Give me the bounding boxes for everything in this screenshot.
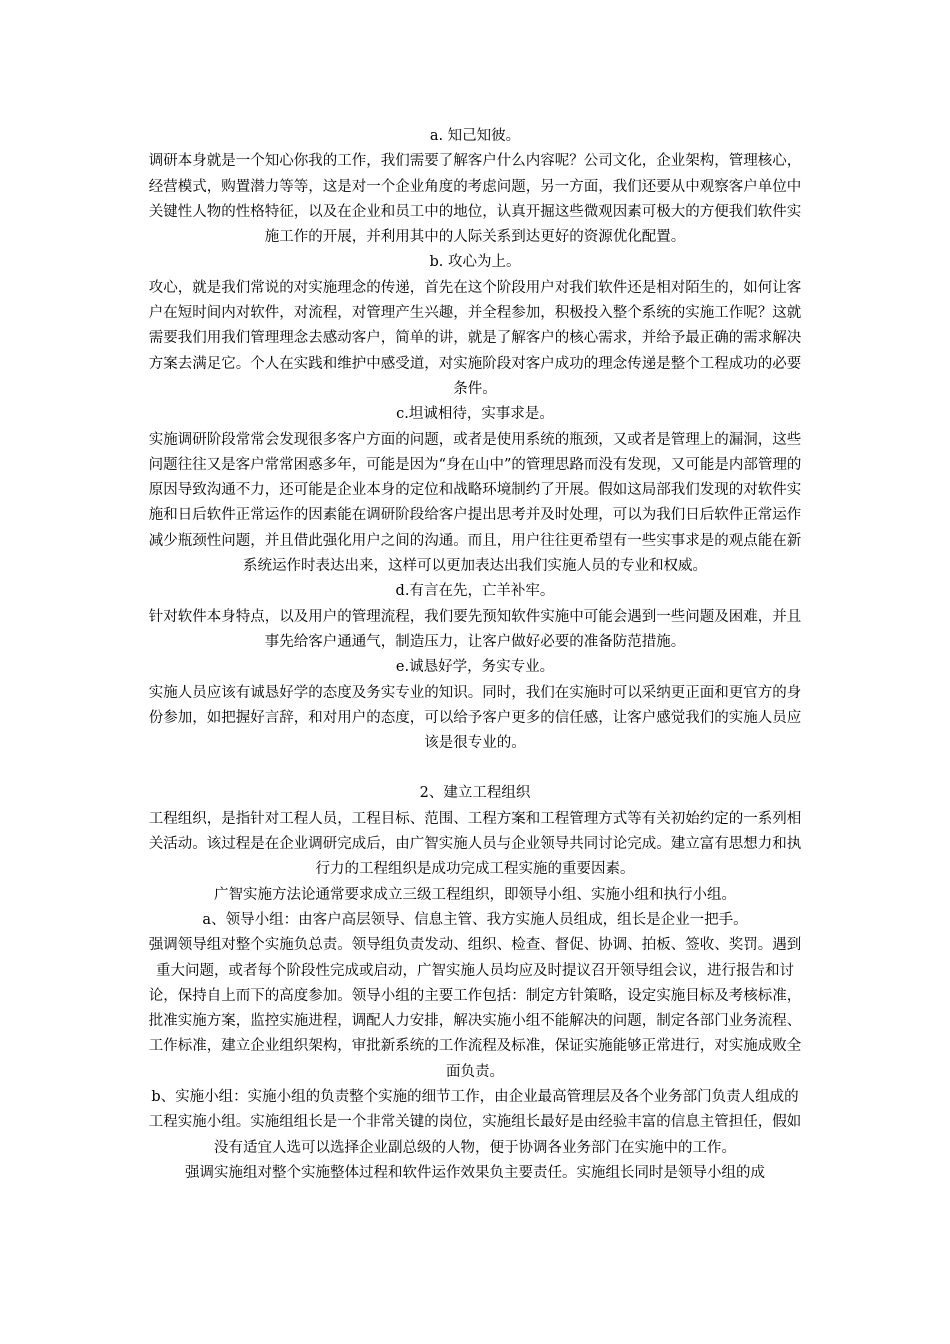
paragraph: 实施人员应该有诚恳好学的态度及务实专业的知识。同时，我们在实施时可以采纳更正面和更官方的身份参加，如把握好言辞，和对用户的态度，可以给予客户更多的信任感，让客户感觉我们的实施人员应该是很专业的。 [148,684,802,752]
heading-e: e.诚恳好学，务实专业。 [395,659,555,676]
paragraph: 攻心，就是我们常说的对实施理念的传递，首先在这个阶段用户对我们软件还是相对陌生的，如何让客户在短时间内对软件，对流程，对管理产生兴趣，并全程参加，积极投入整个系统的实施工作呢？这就需要我们用我们管理理念去感动客户，简单的讲，就是了解客户的核心需求，并给予最正确的需求解决方案去满足它。个人在实践和维护中感受道，对实施阶段对客户成功的理念传递是整个工程成功的必要条件。 [148,279,802,397]
heading-c: c.坦诚相待，实事求是。 [396,406,554,423]
section-heading: 2、建立工程组织 [419,785,531,802]
paragraph: a、领导小组：由客户高层领导、信息主管、我方实施人员组成，组长是企业一把手。 [202,911,748,928]
paragraph: 广智实施方法论通常要求成立三级工程组织，即领导小组、实施小组和执行小组。 [214,886,736,903]
paragraph: 针对软件本身特点，以及用户的管理流程，我们要先预知软件实施中可能会遇到一些问题及困难，并且事先给客户通通气，制造压力，让客户做好必要的准备防范措施。 [148,608,802,650]
paragraph: 实施调研阶段常常会发现很多客户方面的问题，或者是使用系统的瓶颈，又或者是管理上的漏洞，这些问题往往又是客户常常困惑多年，可能是因为“身在山中”的管理思路而没有发现，又可能是内部管理的原因导致沟通不力，还可能是企业本身的定位和战略环境制约了开展。假如这局部我们发现的对软件实施和日后软件正常运作的因素能在调研阶段给客户提出思考并及时处理，可以为我们日后软件正常运作减少瓶颈性问题，并且借此强化用户之间的沟通。而且，用户往往更希望有一些实事求是的观点能在新系统运作时表达出来，这样可以更加表达出我们实施人员的专业和权威。 [148,431,802,575]
heading-d: d.有言在先，亡羊补牢。 [395,583,555,600]
heading-b: b. 攻心为上。 [429,254,521,271]
document-page [146,124,804,1186]
paragraph: b、实施小组：实施小组的负责整个实施的细节工作，由企业最高管理层及各个业务部门负责人组成的工程实施小组。实施组组长是一个非常关键的岗位，实施组长最好是由经验丰富的信息主管担任，假如没有适宜人选可以选择企业副总级的人物，便于协调各业务部门在实施中的工作。 [148,1088,802,1156]
paragraph: 强调实施组对整个实施整体过程和软件运作效果负主要责任。实施组长同时是领导小组的成 [185,1164,765,1181]
paragraph: 强调领导组对整个实施负总责。领导组负责发动、组织、检查、督促、协调、拍板、签收、奖罚。遇到重大问题，或者每个阶段性完成或启动，广智实施人员均应及时提议召开领导组会议，进行报告和讨论，保持自上而下的高度参加。领导小组的主要工作包括：制定方针策略，设定实施目标及考核标准，批准实施方案，监控实施进程，调配人力安排，解决实施小组不能解决的问题，制定各部门业务流程、工作标准，建立企业组织架构，审批新系统的工作流程及标准，保证实施能够正常进行，对实施成败全面负责。 [148,937,802,1080]
blank-line [146,756,804,781]
heading-a: a. 知己知彼。 [429,128,521,144]
paragraph: 工程组织，是指针对工程人员，工程目标、范围、工程方案和工程管理方式等有关初始约定的一系列相关活动。该过程是在企业调研完成后，由广智实施人员与企业领导共同讨论完成。建立富有思想力和执行力的工程组织是成功完成工程实施的重要因素。 [148,810,802,878]
paragraph: 调研本身就是一个知心你我的工作，我们需要了解客户什么内容呢？公司文化，企业架构，管理核心，经营模式，购置潜力等等，这是对一个企业角度的考虑问题，另一方面，我们还要从中观察客户单位中关键性人物的性格特征，以及在企业和员工中的地位，认真开掘这些微观因素可极大的方便我们软件实施工作的开展，并利用其中的人际关系到达更好的资源优化配置。 [148,153,802,246]
